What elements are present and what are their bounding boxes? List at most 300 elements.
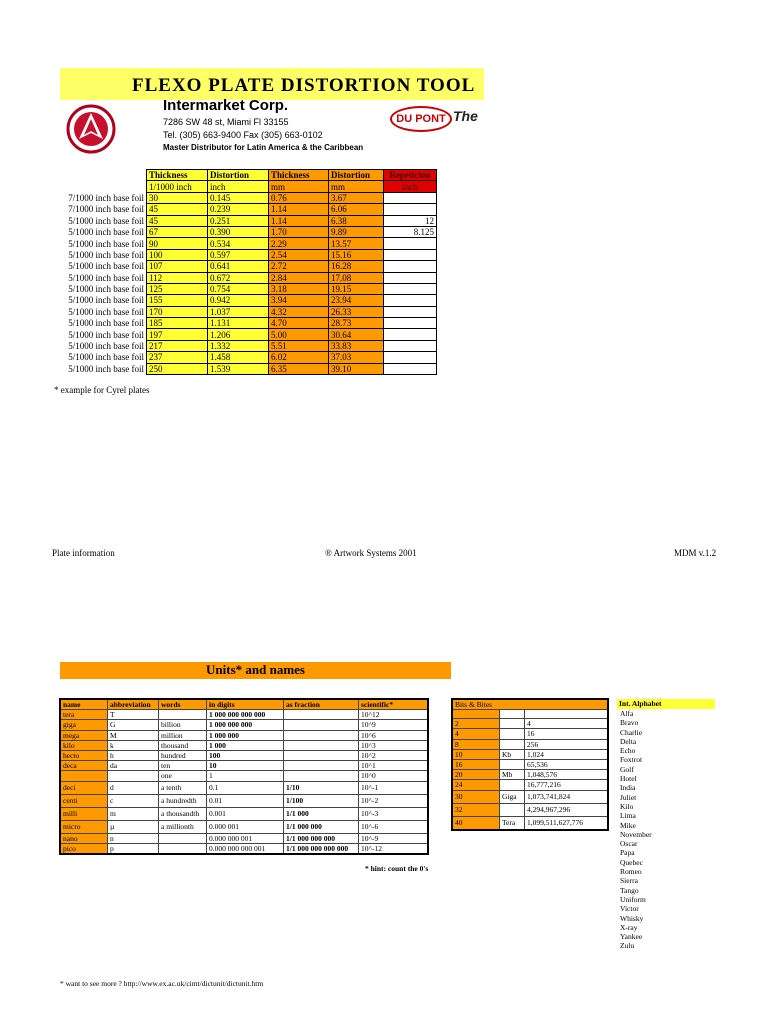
alphabet-item: Juliet [620, 792, 637, 802]
table-row [60, 750, 428, 760]
unit-fraction: 1/10 [284, 781, 359, 794]
table-row [62, 226, 437, 237]
thickness-mm: 2.72 [269, 261, 329, 272]
plate-units-row [62, 181, 437, 192]
dupont-logo: DU PONT [390, 106, 452, 132]
unit-scientific: 10^3 [359, 740, 429, 750]
unit-digits: 0.000 000 000 001 [207, 843, 284, 854]
unit-digits: 0.01 [207, 794, 284, 807]
alphabet-item: Alfa [620, 709, 634, 718]
thickness-inch: 45 [147, 204, 208, 215]
bit-count: 4 [452, 729, 500, 739]
table-row [62, 272, 437, 283]
unit-words: a hundredth [159, 794, 207, 807]
thickness-inch: 197 [147, 329, 208, 340]
bit-count: 10 [452, 749, 500, 759]
unit-abbr: G [108, 720, 159, 730]
distortion-mm: 13.57 [329, 238, 384, 249]
table-row [452, 780, 608, 790]
alphabet-list [620, 709, 652, 951]
row-label: 5/1000 inch base foil [68, 306, 144, 317]
distortion-mm: 16.28 [329, 261, 384, 272]
distortion-inch: 1.131 [208, 318, 269, 329]
repeticion [384, 249, 437, 260]
unit-words: a thousandth [159, 807, 207, 820]
repeticion [384, 340, 437, 351]
table-row [62, 238, 437, 249]
company-info [163, 97, 363, 152]
row-label: 5/1000 inch base foil [68, 363, 144, 374]
bit-value: 16,777,216 [525, 780, 609, 790]
footer-sheet-name: Plate information [52, 548, 115, 558]
table-row [62, 306, 437, 317]
thickness-inch: 217 [147, 340, 208, 351]
unit-digits: 1 000 000 000 000 [207, 710, 284, 720]
table-row [452, 719, 608, 729]
spacer-row [452, 710, 608, 719]
header-cell: Repeticion [384, 170, 437, 181]
thickness-inch: 45 [147, 215, 208, 226]
alphabet-item: Whisky [620, 913, 644, 923]
unit-scientific: 10^1 [359, 761, 429, 771]
distortion-mm: 37.03 [329, 352, 384, 363]
alphabet-item: Yankee [620, 932, 643, 942]
unit-abbr: µ [108, 820, 159, 833]
table-row [60, 843, 428, 854]
bits-title: Bits & Bites [452, 699, 608, 710]
table-row [452, 739, 608, 749]
thickness-mm: 5.00 [269, 329, 329, 340]
header-cell: words [159, 699, 207, 710]
table-row [62, 261, 437, 272]
row-label: 5/1000 inch base foil [68, 215, 144, 226]
repeticion: 8.125 [384, 226, 437, 237]
spacer-cell [452, 710, 500, 719]
unit-digits: 1 000 000 000 [207, 720, 284, 730]
unit-fraction: 1/1 000 [284, 807, 359, 820]
thickness-inch: 155 [147, 295, 208, 306]
alphabet-item: Oscar [620, 839, 638, 849]
unit-words [159, 710, 207, 720]
alphabet-item: Kilo [620, 801, 634, 811]
unit-fraction [284, 771, 359, 781]
unit-cell: inch [384, 181, 437, 192]
unit-words: million [159, 730, 207, 740]
unit-name: hecto [60, 750, 108, 760]
plate-header-row [62, 170, 437, 181]
distortion-inch: 1.332 [208, 340, 269, 351]
unit-abbr: m [108, 807, 159, 820]
table-row [62, 329, 437, 340]
row-label: 5/1000 inch base foil [68, 272, 144, 283]
thickness-mm: 0.76 [269, 192, 329, 203]
table-row [62, 192, 437, 203]
distortion-mm: 30.64 [329, 329, 384, 340]
units-title: Units* and names [60, 662, 451, 679]
repeticion [384, 318, 437, 329]
units-table [59, 698, 429, 855]
alphabet-item: Uniform [620, 894, 646, 904]
distortion-inch: 1.037 [208, 306, 269, 317]
alphabet-item: Lima [620, 811, 636, 821]
table-row [452, 770, 608, 780]
distortion-mm: 26.33 [329, 306, 384, 317]
unit-name: tera [60, 710, 108, 720]
alphabet-item: India [620, 783, 636, 793]
table-row [62, 283, 437, 294]
unit-fraction [284, 720, 359, 730]
alphabet-item: Foxtrot [620, 755, 643, 765]
alphabet-item: Victor [620, 904, 639, 914]
table-row [62, 318, 437, 329]
row-label: 5/1000 inch base foil [68, 329, 144, 340]
alphabet-item: Romeo [620, 867, 642, 877]
unit-digits: 0.1 [207, 781, 284, 794]
intermarket-logo-icon [66, 104, 116, 154]
thickness-inch: 30 [147, 192, 208, 203]
unit-digits: 1 [207, 771, 284, 781]
distortion-mm: 6.06 [329, 204, 384, 215]
unit-abbr: p [108, 843, 159, 854]
unit-cell: mm [329, 181, 384, 192]
unit-name: mega [60, 730, 108, 740]
bits-table [451, 698, 609, 831]
thickness-mm: 3.18 [269, 283, 329, 294]
unit-scientific: 10^6 [359, 730, 429, 740]
row-label: 5/1000 inch base foil [68, 238, 144, 249]
thickness-mm: 2.54 [269, 249, 329, 260]
header-cell: Thickness [269, 170, 329, 181]
repeticion [384, 238, 437, 249]
bit-count: 8 [452, 739, 500, 749]
row-label: 7/1000 inch base foil [68, 192, 144, 203]
thickness-inch: 237 [147, 352, 208, 363]
thickness-inch: 107 [147, 261, 208, 272]
unit-abbr: c [108, 794, 159, 807]
unit-words [159, 843, 207, 854]
unit-fraction [284, 740, 359, 750]
table-row [60, 720, 428, 730]
unit-abbr: n [108, 833, 159, 843]
alphabet-item: Hotel [620, 774, 637, 784]
distortion-inch: 0.672 [208, 272, 269, 283]
unit-abbr: d [108, 781, 159, 794]
row-label: 5/1000 inch base foil [68, 249, 144, 260]
row-label: 5/1000 inch base foil [68, 341, 144, 352]
unit-fraction: 1/1 000 000 [284, 820, 359, 833]
table-row [60, 761, 428, 771]
unit-scientific: 10^12 [359, 710, 429, 720]
unit-fraction: 1/1 000 000 000 000 [284, 843, 359, 854]
bit-unit [500, 759, 525, 769]
alphabet-item: Bravo [620, 718, 639, 728]
thickness-inch: 170 [147, 306, 208, 317]
company-name: Intermarket Corp. [163, 97, 289, 114]
table-row [452, 749, 608, 759]
footer-copyright: ® Artwork Systems 2001 [325, 548, 417, 558]
bit-count: 2 [452, 719, 500, 729]
repeticion [384, 272, 437, 283]
distortion-mm: 28.73 [329, 318, 384, 329]
header-cell: in digits [207, 699, 284, 710]
thickness-mm: 2.29 [269, 238, 329, 249]
bit-value: 1,024 [525, 749, 609, 759]
table-row [452, 803, 608, 816]
alphabet-item: Sierra [620, 876, 638, 886]
unit-abbr: k [108, 740, 159, 750]
row-label: 5/1000 inch base foil [68, 295, 144, 306]
bit-value: 1,099,511,627,776 [525, 816, 609, 830]
thickness-inch: 100 [147, 249, 208, 260]
page-title: FLEXO PLATE DISTORTION TOOL [132, 75, 476, 96]
distortion-mm: 3.67 [329, 192, 384, 203]
distortion-inch: 0.251 [208, 215, 269, 226]
repeticion [384, 283, 437, 294]
alphabet-item: Mike [620, 820, 636, 830]
unit-cell: 1/1000 inch [147, 181, 208, 192]
row-label: 7/1000 inch base foil [68, 204, 144, 215]
unit-name: deci [60, 781, 108, 794]
distortion-inch: 0.597 [208, 249, 269, 260]
distortion-inch: 1.206 [208, 329, 269, 340]
units-header-row [60, 699, 428, 710]
distortion-inch: 1.539 [208, 363, 269, 374]
distortion-inch: 0.145 [208, 192, 269, 203]
thickness-mm: 6.02 [269, 352, 329, 363]
distortion-mm: 39.10 [329, 363, 384, 374]
unit-fraction [284, 730, 359, 740]
repeticion [384, 329, 437, 340]
table-row [60, 710, 428, 720]
thickness-inch: 90 [147, 238, 208, 249]
table-row [62, 215, 437, 226]
company-distributor: Master Distributor for Latin America & the Caribbean [163, 143, 364, 152]
table-row [452, 790, 608, 803]
thickness-mm: 4.32 [269, 306, 329, 317]
bit-count: 24 [452, 780, 500, 790]
unit-words: a tenth [159, 781, 207, 794]
table-row [62, 340, 437, 351]
bit-unit: Kb [500, 749, 525, 759]
row-label: 5/1000 inch base foil [68, 227, 144, 238]
bit-value: 4,294,967,296 [525, 803, 609, 816]
bit-unit: Mb [500, 770, 525, 780]
unit-abbr: h [108, 750, 159, 760]
thickness-mm: 4.70 [269, 318, 329, 329]
thickness-mm: 1.14 [269, 204, 329, 215]
header-cell: scientific* [359, 699, 429, 710]
unit-words: hundred [159, 750, 207, 760]
table-row [62, 204, 437, 215]
thickness-mm: 3.94 [269, 295, 329, 306]
bit-value: 256 [525, 739, 609, 749]
header-cell: Thickness [147, 170, 208, 181]
bit-value: 65,536 [525, 759, 609, 769]
table-row [62, 249, 437, 260]
unit-digits: 0.000 000 001 [207, 833, 284, 843]
distortion-mm: 15.16 [329, 249, 384, 260]
table-row [62, 363, 437, 374]
unit-digits: 10 [207, 761, 284, 771]
distortion-mm: 17.08 [329, 272, 384, 283]
row-label: 5/1000 inch base foil [68, 284, 144, 295]
table-row [60, 781, 428, 794]
thickness-inch: 112 [147, 272, 208, 283]
repeticion [384, 204, 437, 215]
distortion-inch: 0.534 [208, 238, 269, 249]
unit-words: billion [159, 720, 207, 730]
unit-scientific: 10^-9 [359, 833, 429, 843]
unit-abbr: T [108, 710, 159, 720]
row-label: 5/1000 inch base foil [68, 261, 144, 272]
unit-name: kilo [60, 740, 108, 750]
bit-unit [500, 803, 525, 816]
bit-count: 32 [452, 803, 500, 816]
distortion-mm: 33.83 [329, 340, 384, 351]
thickness-mm: 1.14 [269, 215, 329, 226]
header-cell: Distortion [208, 170, 269, 181]
unit-fraction [284, 710, 359, 720]
unit-scientific: 10^9 [359, 720, 429, 730]
bit-count: 30 [452, 790, 500, 803]
table-row [60, 740, 428, 750]
unit-abbr [108, 771, 159, 781]
alphabet-item: Papa [620, 848, 635, 858]
unit-scientific: 10^2 [359, 750, 429, 760]
bit-value: 1,048,576 [525, 770, 609, 780]
alphabet-item: Echo [620, 746, 636, 756]
distortion-mm: 23.94 [329, 295, 384, 306]
header-cell: as fraction [284, 699, 359, 710]
table-row [60, 820, 428, 833]
unit-scientific: 10^0 [359, 771, 429, 781]
plate-distortion-table [62, 169, 437, 375]
table-row [60, 794, 428, 807]
bit-unit [500, 719, 525, 729]
unit-name: nano [60, 833, 108, 843]
repeticion [384, 306, 437, 317]
bit-unit: Tera [500, 816, 525, 830]
distortion-inch: 0.754 [208, 283, 269, 294]
unit-name: micro [60, 820, 108, 833]
unit-scientific: 10^-2 [359, 794, 429, 807]
distortion-inch: 0.942 [208, 295, 269, 306]
bit-count: 20 [452, 770, 500, 780]
table-row [452, 729, 608, 739]
bit-value: 1,073,741,824 [525, 790, 609, 803]
table-row [60, 807, 428, 820]
unit-scientific: 10^-12 [359, 843, 429, 854]
thickness-mm: 1.70 [269, 226, 329, 237]
unit-words [159, 833, 207, 843]
header-cell: name [60, 699, 108, 710]
cyrel-note: * example for Cyrel plates [54, 385, 150, 395]
table-row [60, 833, 428, 843]
repeticion [384, 192, 437, 203]
bit-value: 16 [525, 729, 609, 739]
unit-digits: 100 [207, 750, 284, 760]
alphabet-item: Charlie [620, 727, 643, 737]
distortion-mm: 19.15 [329, 283, 384, 294]
thickness-mm: 5.51 [269, 340, 329, 351]
bit-unit [500, 729, 525, 739]
table-row [62, 295, 437, 306]
header-cell: abbreviation [108, 699, 159, 710]
unit-cell: inch [208, 181, 269, 192]
title-banner [60, 68, 484, 100]
table-row [62, 352, 437, 363]
thickness-mm: 2.84 [269, 272, 329, 283]
company-phone: Tel. (305) 663-9400 Fax (305) 663-0102 [163, 130, 323, 140]
dupont-tagline: The [453, 108, 478, 124]
unit-scientific: 10^-3 [359, 807, 429, 820]
repeticion: 12 [384, 215, 437, 226]
alphabet-item: Tango [620, 885, 639, 895]
unit-abbr: M [108, 730, 159, 740]
unit-name: deca [60, 761, 108, 771]
bits-header-row [452, 699, 608, 710]
distortion-mm: 9.89 [329, 226, 384, 237]
distortion-mm: 6.38 [329, 215, 384, 226]
table-row [452, 816, 608, 830]
unit-words: thousand [159, 740, 207, 750]
zeros-hint: * hint: count the 0's [365, 864, 429, 873]
unit-words: ten [159, 761, 207, 771]
unit-fraction [284, 761, 359, 771]
header-blank [62, 170, 147, 181]
bit-unit [500, 739, 525, 749]
bit-count: 16 [452, 759, 500, 769]
row-label: 5/1000 inch base foil [68, 318, 144, 329]
unit-digits: 0.000 001 [207, 820, 284, 833]
unit-abbr: da [108, 761, 159, 771]
unit-scientific: 10^-1 [359, 781, 429, 794]
unit-name: giga [60, 720, 108, 730]
alphabet-title: Int. Alphabet [617, 699, 715, 709]
distortion-inch: 0.239 [208, 204, 269, 215]
header-cell: Distortion [329, 170, 384, 181]
table-row [60, 730, 428, 740]
unit-scientific: 10^-6 [359, 820, 429, 833]
unit-name: milli [60, 807, 108, 820]
table-row [452, 759, 608, 769]
alphabet-item: Zulu [620, 941, 635, 951]
unit-fraction: 1/100 [284, 794, 359, 807]
alphabet-item: Delta [620, 736, 637, 746]
thickness-inch: 67 [147, 226, 208, 237]
spacer-cell [525, 710, 609, 719]
unit-digits: 1 000 [207, 740, 284, 750]
bit-count: 40 [452, 816, 500, 830]
alphabet-item: November [620, 829, 652, 839]
unit-digits: 0.001 [207, 807, 284, 820]
footer-version: MDM v.1.2 [674, 548, 717, 558]
thickness-inch: 125 [147, 283, 208, 294]
spacer-cell [500, 710, 525, 719]
thickness-mm: 6.35 [269, 363, 329, 374]
alphabet-item: Quebec [620, 857, 643, 867]
unit-cell: mm [269, 181, 329, 192]
thickness-inch: 185 [147, 318, 208, 329]
units-blank [62, 181, 147, 192]
unit-words: a millionth [159, 820, 207, 833]
alphabet-item: Golf [620, 764, 634, 774]
repeticion [384, 295, 437, 306]
repeticion [384, 352, 437, 363]
row-label: 5/1000 inch base foil [68, 352, 144, 363]
unit-digits: 1 000 000 [207, 730, 284, 740]
unit-fraction [284, 750, 359, 760]
